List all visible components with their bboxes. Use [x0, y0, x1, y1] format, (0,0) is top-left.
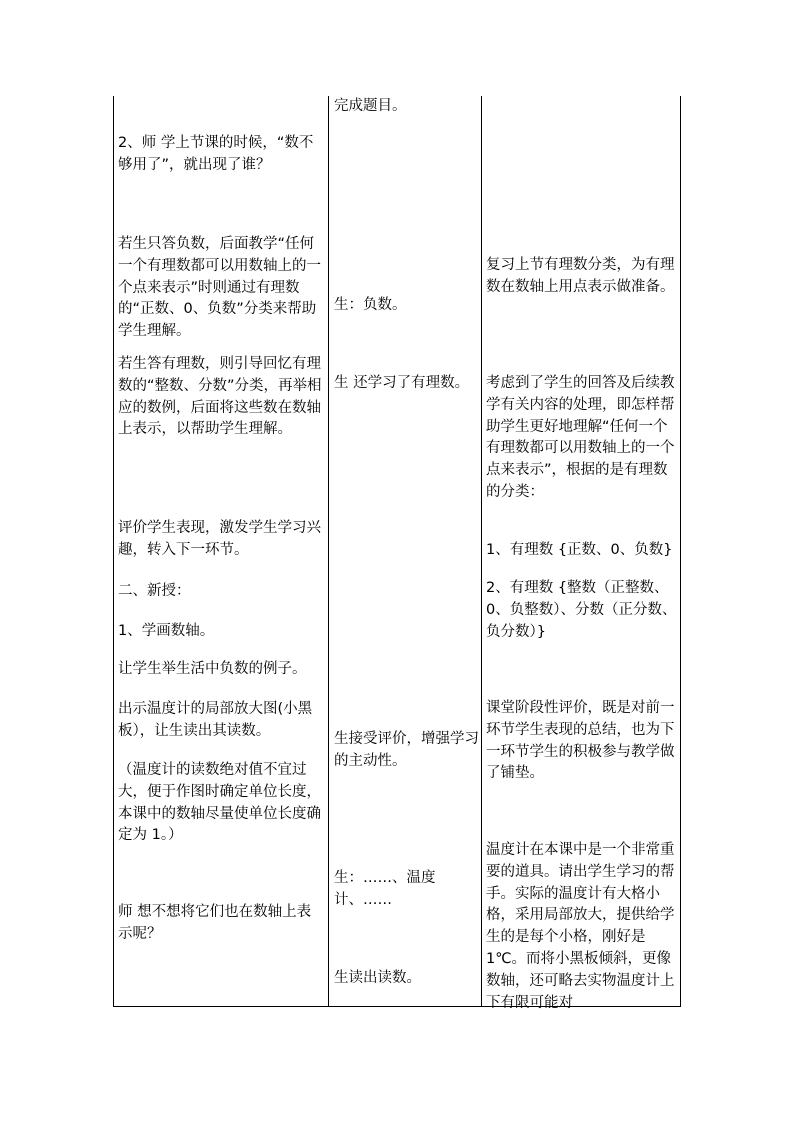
teacher-text-ask: 师 想不想将它们也在数轴上表示呢？ — [118, 904, 312, 942]
table-divider-2 — [481, 96, 482, 1007]
student-text-accept: 生接受评价，增强学习的主动性。 — [334, 731, 479, 769]
teacher-text-if-negative: 若生只答负数，后面教学“任何一个有理数都可以用数轴上的一个点来表示”时则通过有理数的“正数、0、负数”分类来帮助学生理解。 — [118, 236, 321, 340]
intent-text-consider: 考虑到了学生的回答及后续教学有关内容的处理，即怎样帮助学生更好地理解“任何一个有理数都可以用数轴上的一个点来表示”，根据的是有理数的分类： — [486, 375, 675, 500]
table-border-right — [680, 96, 681, 1007]
teacher-text-negative-examples: 让学生举生活中负数的例子。 — [118, 661, 307, 677]
student-text-examples: 生：……、温度计、…… — [334, 870, 436, 908]
table-divider-1 — [328, 96, 329, 1007]
teacher-text-if-rational: 若生答有理数，则引导回忆有理数的“整数、分数”分类，再举相应的数例，后面将这些数在数轴上表示，以帮助学生理解。 — [118, 356, 322, 438]
intent-text-classification-1: 1、有理数 {正数、0、负数} — [486, 542, 673, 558]
student-text-complete: 完成题目。 — [334, 98, 407, 114]
intent-text-thermometer: 温度计在本课中是一个非常重要的道具。请出学生学习的帮手。实际的温度计有大格小格，采用局部放大，提供给学生的是每个小格，刚好是 1℃。而将小黑板倾斜，更像数轴，还可略去实物温度计上下有限可能对 — [486, 842, 675, 1011]
section-heading-new-lesson: 二、新授： — [118, 583, 191, 599]
student-text-read: 生读出读数。 — [334, 970, 421, 986]
teacher-text-thermometer: 出示温度计的局部放大图(小黑板），让生读出其读数。 — [118, 701, 313, 739]
table-border-left — [113, 96, 114, 1007]
intent-text-review: 复习上节有理数分类，为有理数在数轴上用点表示做准备。 — [486, 257, 675, 295]
teacher-text-draw-axis: 1、学画数轴。 — [118, 623, 215, 639]
intent-text-staged-evaluation: 课堂阶段性评价，既是对前一环节学生表现的总结，也为下一环节学生的积极参与教学做了铺垫。 — [486, 700, 675, 782]
intent-text-classification-2: 2、有理数 {整数（正整数、0、负整数）、分数（正分数、负分数）} — [486, 580, 677, 640]
student-text-rational: 生 还学习了有理数。 — [334, 375, 470, 391]
teacher-text-note: （温度计的读数绝对值不宜过大，便于作图时确定单位长度，本课中的数轴尽量使单位长度确定为 1。） — [118, 762, 321, 844]
teacher-text-evaluation: 评价学生表现，激发学生学习兴趣，转入下一环节。 — [118, 520, 321, 558]
teacher-text-question: 2、师 学上节课的时候，“数不够用了”，就出现了谁？ — [118, 135, 314, 173]
student-text-negative: 生：负数。 — [334, 297, 407, 313]
